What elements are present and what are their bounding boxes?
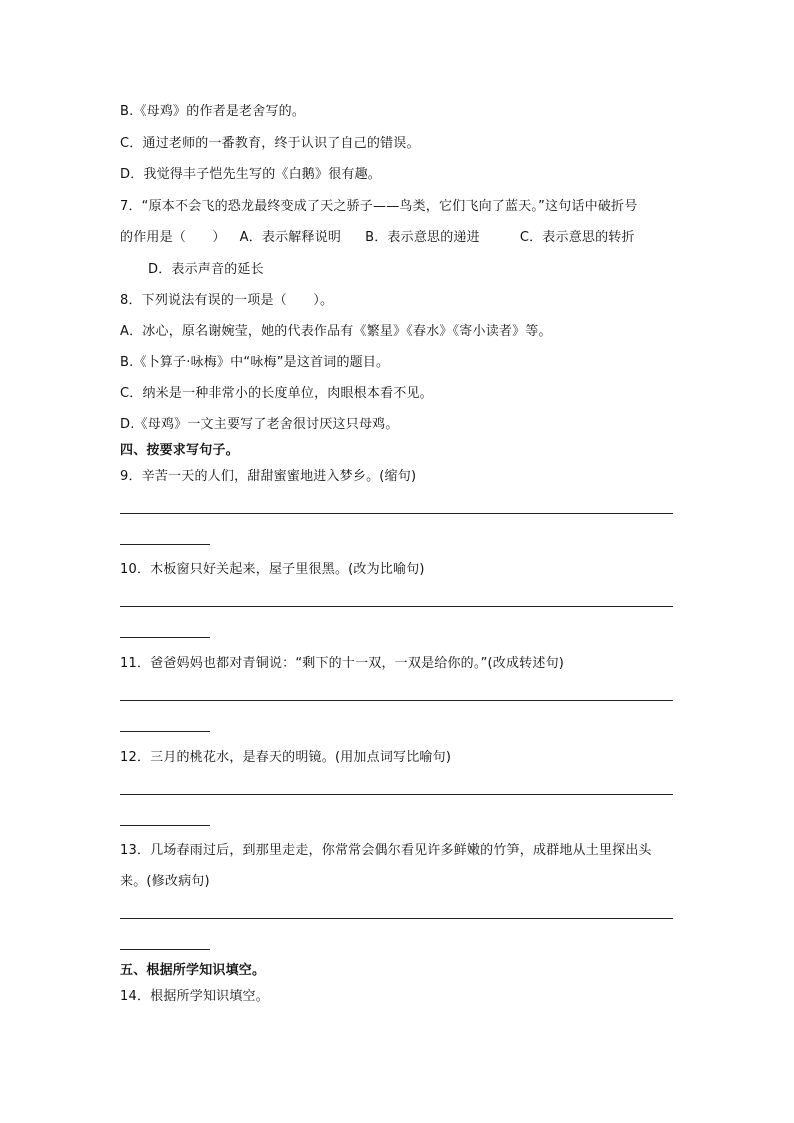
- answer-line-13[interactable]: [120, 918, 673, 919]
- question-7-option-c: C．表示意思的转折: [519, 230, 635, 245]
- question-7-options: [120, 230, 635, 246]
- answer-line-12[interactable]: [120, 794, 673, 795]
- answer-line-10-short[interactable]: [120, 637, 210, 638]
- question-9-text: 9．辛苦一天的人们，甜甜蜜蜜地进入梦乡。(缩句): [120, 469, 417, 484]
- question-13-text-cont: 来。(修改病句): [120, 874, 210, 889]
- answer-line-9[interactable]: [120, 513, 673, 514]
- option-b-line: B.《母鸡》的作者是老舍写的。: [120, 104, 306, 119]
- section-4-heading: 四、按要求写句子。: [120, 443, 239, 458]
- section-5-heading: 五、根据所学知识填空。: [120, 963, 266, 978]
- question-8-option-c: C．纳米是一种非常小的长度单位，肉眼根本看不见。: [120, 386, 433, 401]
- question-10-text: 10．木板窗只好关起来，屋子里很黑。(改为比喻句): [120, 562, 425, 577]
- option-c-line: C．通过老师的一番教育，终于认识了自己的错误。: [120, 136, 420, 151]
- question-8-option-a: A．冰心，原名谢婉莹，她的代表作品有《繁星》《春水》《寄小读者》等。: [120, 324, 552, 339]
- answer-line-9-short[interactable]: [120, 544, 210, 545]
- option-d-line: D．我觉得丰子恺先生写的《白鹅》很有趣。: [120, 167, 382, 182]
- question-8-option-d: D.《母鸡》一文主要写了老舍很讨厌这只母鸡。: [120, 417, 399, 432]
- question-7-text: 7．“原本不会飞的恐龙最终变成了天之骄子——鸟类，它们飞向了蓝天。”这句话中破折号: [120, 199, 638, 214]
- question-7-option-b: B．表示意思的递进: [365, 230, 480, 245]
- answer-line-12-short[interactable]: [120, 825, 210, 826]
- answer-line-11[interactable]: [120, 700, 673, 701]
- answer-line-10[interactable]: [120, 606, 673, 607]
- question-13-text: 13．几场春雨过后，到那里走走，你常常会偶尔看见许多鲜嫩的竹笋，成群地从土里探出头: [120, 843, 652, 858]
- question-7-option-a: A．表示解释说明: [239, 230, 342, 245]
- question-14-text: 14．根据所学知识填空。: [120, 989, 269, 1004]
- answer-line-11-short[interactable]: [120, 731, 210, 732]
- question-7-stem: 的作用是（ ）: [120, 230, 226, 245]
- question-12-text: 12．三月的桃花水，是春天的明镜。(用加点词写比喻句): [120, 750, 452, 765]
- question-7-option-d: D．表示声音的延长: [148, 262, 264, 277]
- question-11-text: 11．爸爸妈妈也都对青铜说：“剩下的十一双，一双是给你的。”(改成转述句): [120, 656, 565, 671]
- question-8-text: 8．下列说法有误的一项是（ ）。: [120, 293, 334, 308]
- question-8-option-b: B.《卜算子·咏梅》中“咏梅”是这首词的题目。: [120, 355, 390, 370]
- answer-line-13-short[interactable]: [120, 949, 210, 950]
